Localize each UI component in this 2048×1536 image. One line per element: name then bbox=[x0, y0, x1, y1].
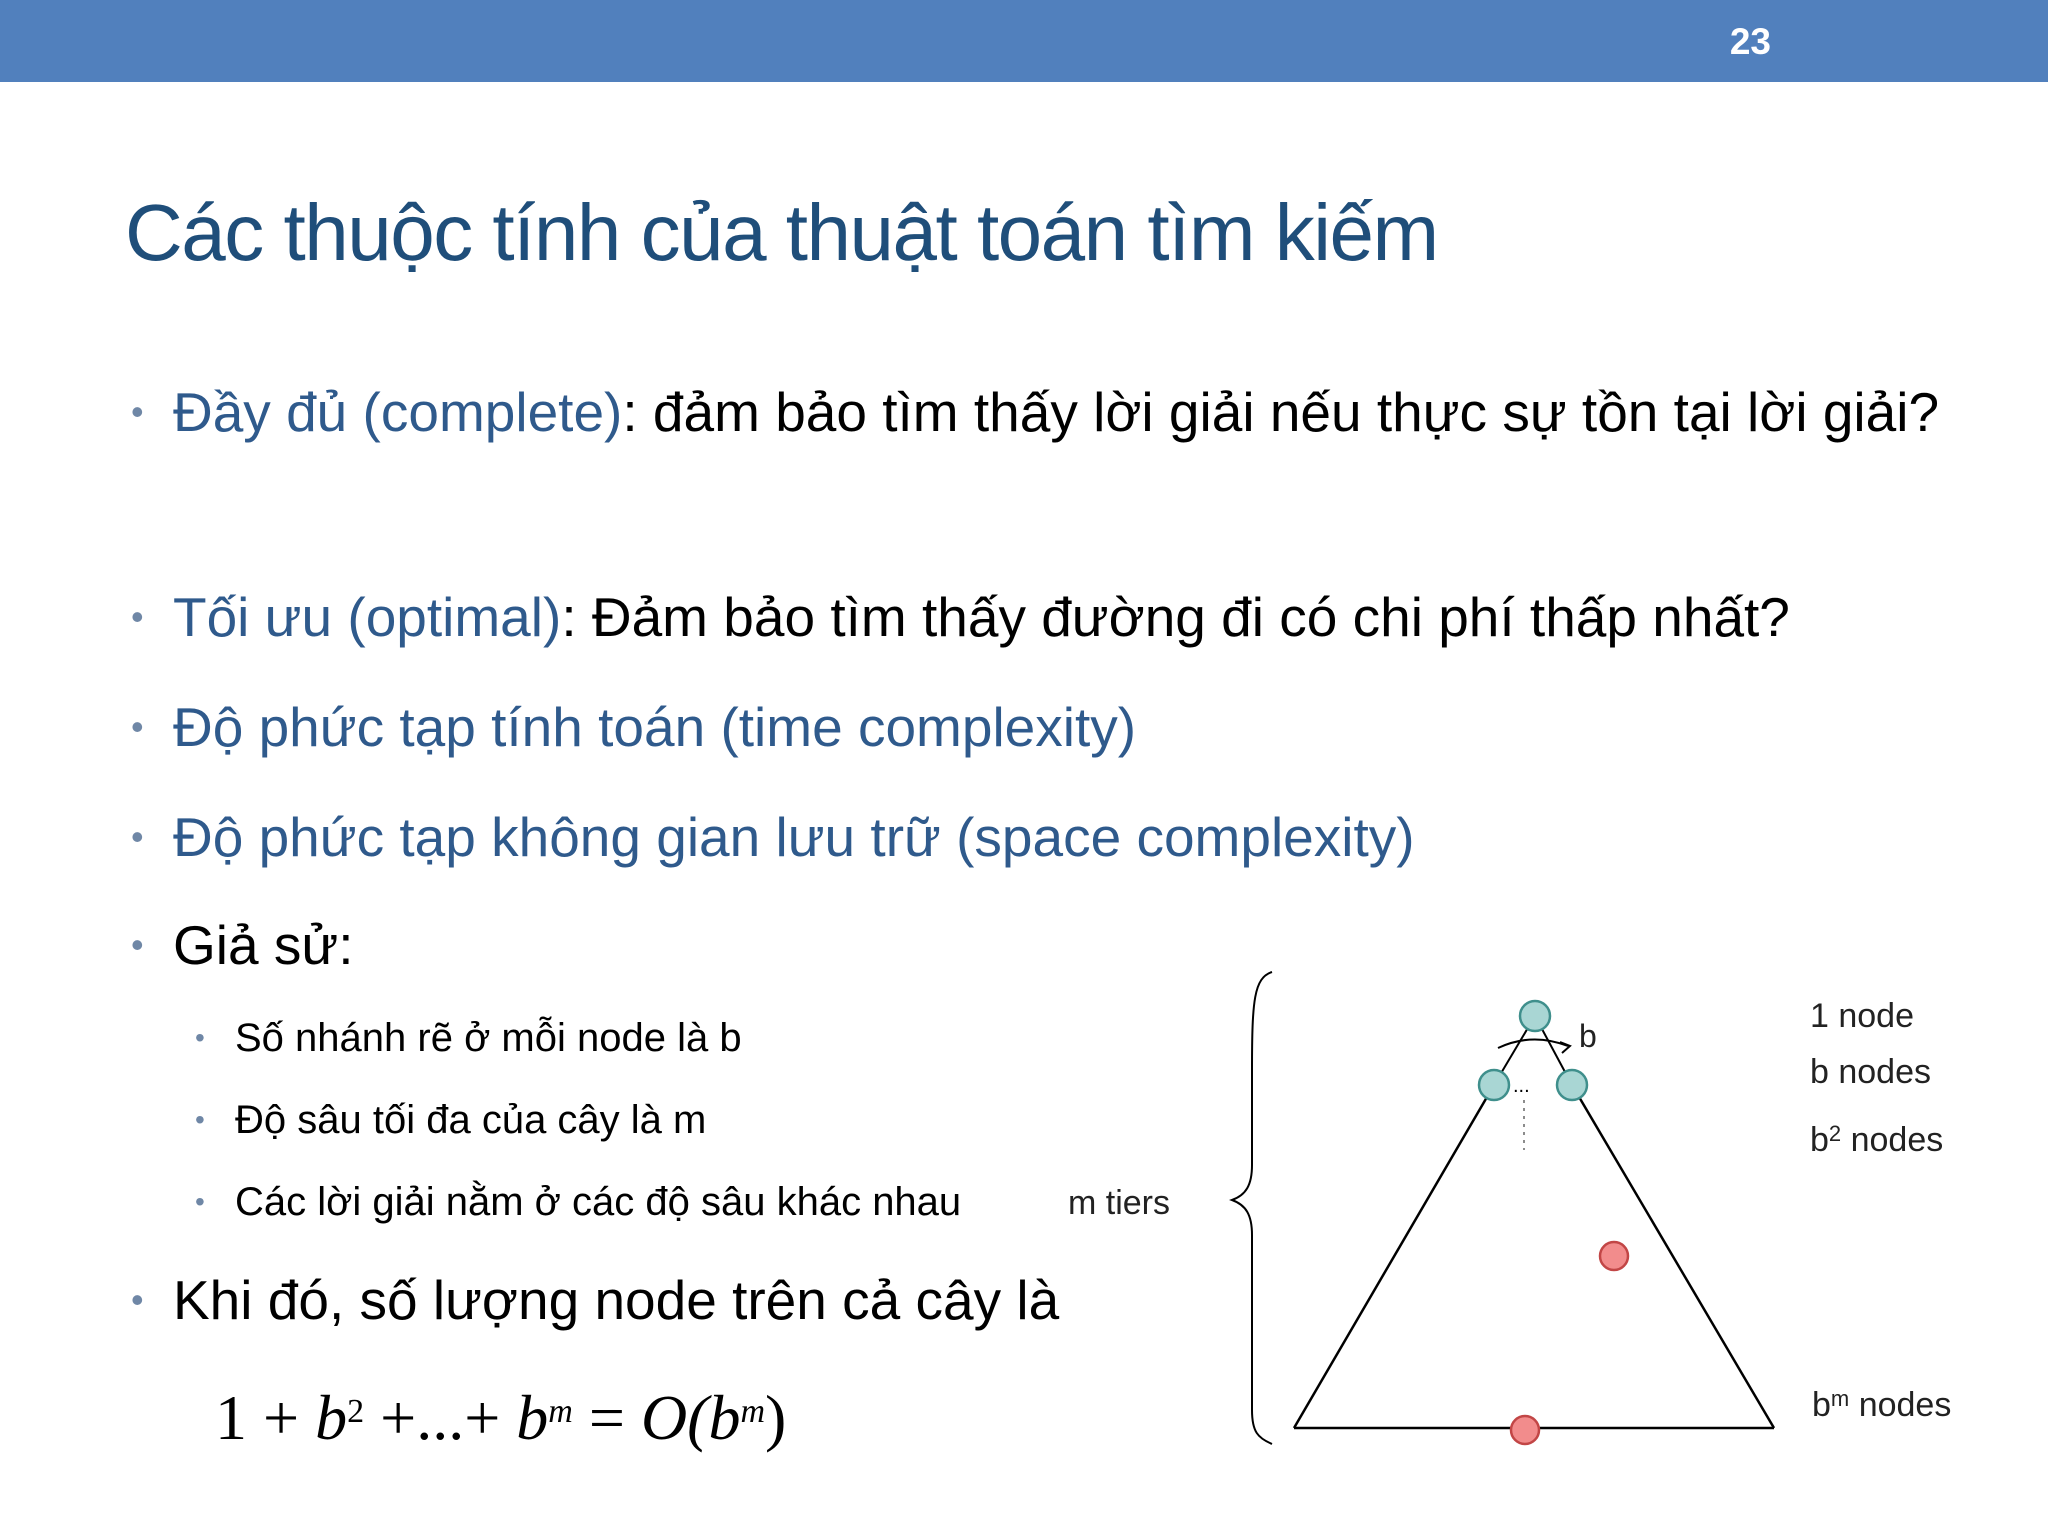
formula-term: 1 bbox=[215, 1382, 247, 1453]
bullet-dot: • bbox=[131, 816, 144, 857]
sub-bullet-solutions bbox=[195, 1177, 961, 1227]
sub-bullet-text: Số nhánh rẽ ở mỗi node là b bbox=[235, 1016, 742, 1060]
bullet-colon: : bbox=[561, 586, 577, 648]
branching-arc bbox=[1498, 1039, 1568, 1048]
bullet-optimal bbox=[131, 570, 1973, 664]
child-node-left bbox=[1479, 1070, 1509, 1100]
formula-exponent: 2 bbox=[347, 1393, 365, 1430]
tiers-brace bbox=[1232, 972, 1272, 1444]
sub-bullet-branching bbox=[195, 1013, 742, 1063]
formula-variable: b bbox=[315, 1382, 348, 1453]
formula-operator: + bbox=[380, 1382, 417, 1453]
branching-arrow-icon bbox=[1560, 1042, 1570, 1053]
child-node-right bbox=[1557, 1070, 1587, 1100]
sub-bullet-dot: • bbox=[195, 1022, 205, 1053]
bullet-dot: • bbox=[131, 596, 144, 637]
formula-exponent: m bbox=[548, 1393, 573, 1430]
bullet-description: Đảm bảo tìm thấy đường đi có chi phí thấp nhất? bbox=[576, 586, 1790, 648]
goal-node-middle bbox=[1600, 1242, 1628, 1270]
node-count-formula bbox=[215, 1378, 786, 1458]
formula-variable: b bbox=[708, 1382, 741, 1453]
level-0-label: 1 node bbox=[1810, 997, 1914, 1035]
formula-operator: + bbox=[263, 1382, 300, 1453]
formula-operator: = bbox=[588, 1382, 625, 1453]
slide-title: Các thuộc tính của thuật toán tìm kiếm bbox=[125, 188, 1438, 277]
bullet-dot: • bbox=[131, 706, 144, 747]
formula-ellipsis: ... bbox=[416, 1382, 465, 1453]
formula-operator: + bbox=[464, 1382, 501, 1453]
bullet-space-complexity bbox=[131, 790, 1973, 884]
bullet-term: Độ phức tạp không gian lưu trữ (space complexity) bbox=[173, 806, 1415, 868]
bullet-complete bbox=[131, 365, 1973, 459]
bullet-term: Tối ưu (optimal) bbox=[173, 586, 562, 648]
bullet-term: Đầy đủ (complete) bbox=[173, 381, 623, 443]
level-1-label: b nodes bbox=[1810, 1053, 1931, 1091]
formula-exponent: m bbox=[740, 1393, 766, 1430]
slide-page-number: 23 bbox=[1729, 21, 1771, 62]
tree-left-edge bbox=[1294, 1085, 1494, 1428]
sub-bullet-dot: • bbox=[195, 1186, 205, 1217]
sub-bullet-text: Các lời giải nằm ở các độ sâu khác nhau bbox=[235, 1180, 962, 1224]
bullet-term: Độ phức tạp tính toán (time complexity) bbox=[173, 696, 1137, 758]
bullet-dot: • bbox=[131, 1279, 144, 1320]
formula-paren: ) bbox=[765, 1382, 787, 1453]
sub-bullet-depth bbox=[195, 1095, 706, 1145]
level-m-label: $b^m$ nodes bbox=[1812, 1386, 1952, 1424]
sub-bullet-text: Độ sâu tối đa của cây là m bbox=[235, 1098, 707, 1142]
level-2-label: $b^2$ nodes bbox=[1810, 1121, 1944, 1159]
bullet-text: Giả sử: bbox=[173, 914, 354, 976]
goal-node-bottom bbox=[1511, 1416, 1539, 1444]
bullet-description: đảm bảo tìm thấy lời giải nếu thực sự tồn tại lời giải? bbox=[637, 381, 1940, 443]
bullet-dot: • bbox=[131, 391, 144, 432]
bullet-time-complexity bbox=[131, 680, 1973, 774]
bullet-text: Khi đó, số lượng node trên cả cây là bbox=[173, 1269, 1060, 1331]
formula-variable: b bbox=[516, 1382, 549, 1453]
bullet-colon: : bbox=[622, 381, 638, 443]
formula-big-o: O( bbox=[640, 1382, 709, 1453]
m-tiers-label: m tiers bbox=[1068, 1184, 1170, 1222]
root-node bbox=[1520, 1001, 1550, 1031]
bullet-dot: • bbox=[131, 924, 144, 965]
search-tree-diagram bbox=[1210, 960, 1810, 1450]
root-dots: ... bbox=[1513, 1075, 1530, 1097]
branching-label: b bbox=[1579, 1018, 1597, 1054]
sub-bullet-dot: • bbox=[195, 1104, 205, 1135]
